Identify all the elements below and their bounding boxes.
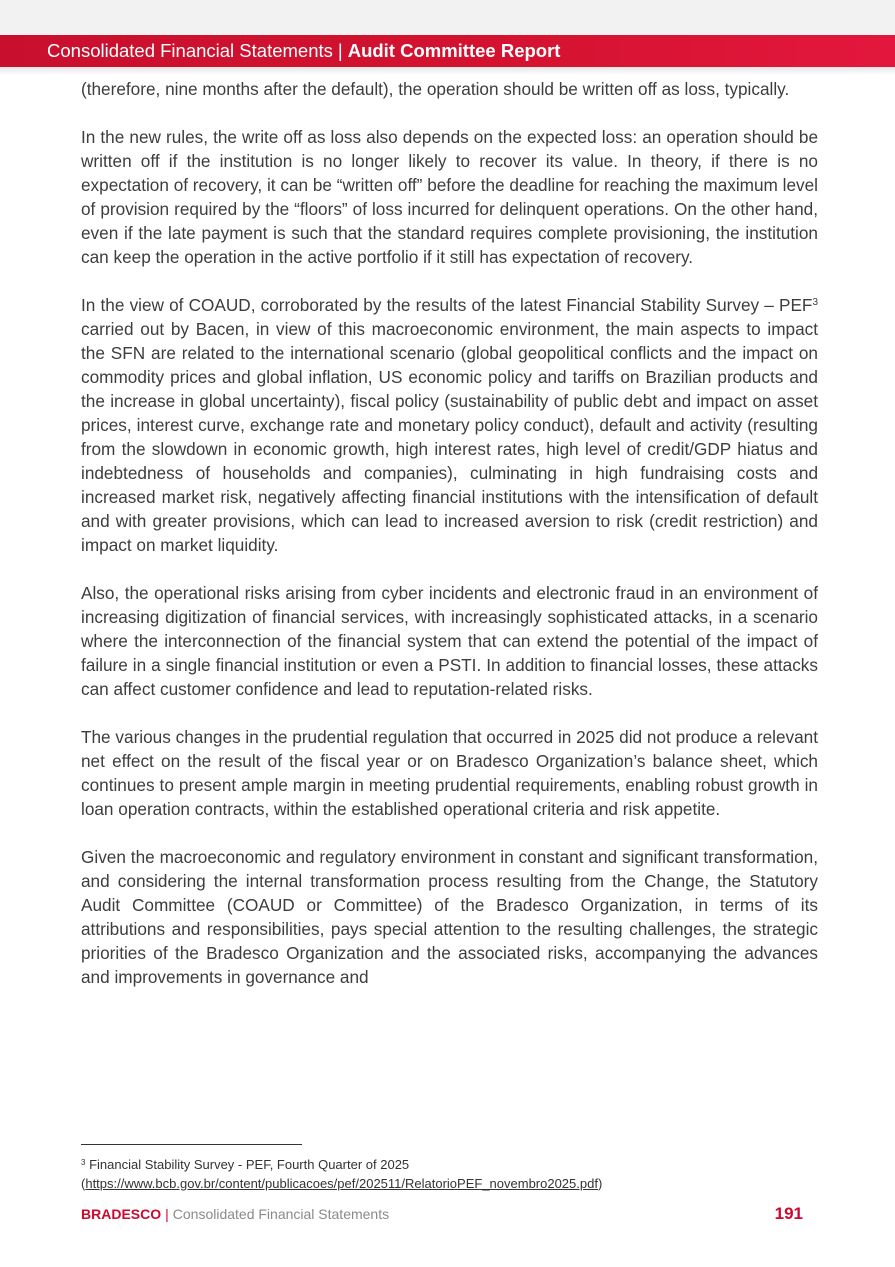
footnote-divider xyxy=(81,1144,302,1145)
header-separator: | xyxy=(337,40,343,61)
footnote xyxy=(81,1155,818,1193)
header-section: Consolidated Financial Statements xyxy=(47,40,333,61)
paragraph-3 xyxy=(81,293,818,557)
footer-document-title: Consolidated Financial Statements xyxy=(172,1206,390,1222)
page-footer xyxy=(81,1203,803,1225)
header-title: Audit Committee Report xyxy=(347,40,561,61)
footnote-reference[interactable]: 3 xyxy=(812,297,818,308)
footnote-paren-close: ) xyxy=(597,1176,603,1191)
paragraph-5: The various changes in the prudential regulation that occurred in 2025 did not produce a relevant net effect on the result of the fiscal year or on Bradesco Organization’s balance sheet, which continues to present ample margin in meeting prudential requirements, enabling robust growth in loan operation contracts, within the established operational criteria and risk appetite. xyxy=(81,727,818,819)
footnote-text: Financial Stability Survey - PEF, Fourth Quarter of 2025 xyxy=(85,1157,410,1172)
footer-separator: | xyxy=(165,1206,169,1222)
paragraph-1: (therefore, nine months after the default), the operation should be written off as loss, typically. xyxy=(81,79,790,99)
footer-brand: BRADESCO xyxy=(81,1206,162,1222)
paragraph-4: Also, the operational risks arising from cyber incidents and electronic fraud in an environment of increasing digitization of financial services, with increasingly sophisticated attacks, in a scenario where the interconnection of the financial system that can extend the potential of the impact of failure in a single financial institution or even a PSTI. In addition to financial losses, these attacks can affect customer confidence and lead to reputation-related risks. xyxy=(81,583,818,699)
footnote-paren-open: ( xyxy=(81,1176,86,1191)
paragraph-6: Given the macroeconomic and regulatory environment in constant and significant transformation, and considering the internal transformation process resulting from the Change, the Statutory Audit Committee (COAUD or Committee) of the Bradesco Organization, in terms of its attributions and responsibilities, pays special attention to the resulting challenges, the strategic priorities of the Bradesco Organization and the associated risks, accompanying the advances and improvements in governance and xyxy=(81,847,818,987)
page-header xyxy=(0,35,895,67)
header-shadow xyxy=(0,67,895,75)
footnote-link[interactable]: https://www.bcb.gov.br/content/publicacoes/pef/202511/RelatorioPEF_novembro2025.pdf xyxy=(85,1176,598,1191)
paragraph-3-start: In the view of COAUD, corroborated by the results of the latest Financial Stability Survey – PEF xyxy=(81,295,813,315)
paragraph-2: In the new rules, the write off as loss also depends on the expected loss: an operation should be written off if the institution is no longer likely to recover its value. In theory, if there is no expectation of recovery, it can be “written off” before the deadline for reaching the maximum level of provision required by the “floors” of loss incurred for delinquent operations. On the other hand, even if the late payment is such that the standard requires complete provisioning, the institution can keep the operation in the active portfolio if it still has expectation of recovery. xyxy=(81,127,818,267)
footnote-marker: 3 xyxy=(81,1158,86,1167)
footnote-line-1 xyxy=(81,1155,818,1174)
paragraph-3-rest: carried out by Bacen, in view of this macroeconomic environment, the main aspects to impact the SFN are related to the international scenario (global geopolitical conflicts and the impact on commodity prices and global inflation, US economic policy and tariffs on Brazilian products and the increase in global uncertainty), fiscal policy (sustainability of public debt and impact on asset prices, interest curve, exchange rate and monetary policy conduct), default and activity (resulting from the slowdown in economic growth, high interest rates, high level of credit/GDP hiatus and indebtedness of households and companies), culminating in high fundraising costs and increased market risk, negatively affecting financial institutions with the intensification of default and with greater provisions, which can lead to increased aversion to risk (credit restriction) and impact on market liquidity. xyxy=(81,319,818,555)
body-text xyxy=(81,77,818,1013)
top-margin xyxy=(0,0,895,35)
page-number: 191 xyxy=(774,1204,803,1223)
footnote-line-2 xyxy=(81,1174,818,1193)
